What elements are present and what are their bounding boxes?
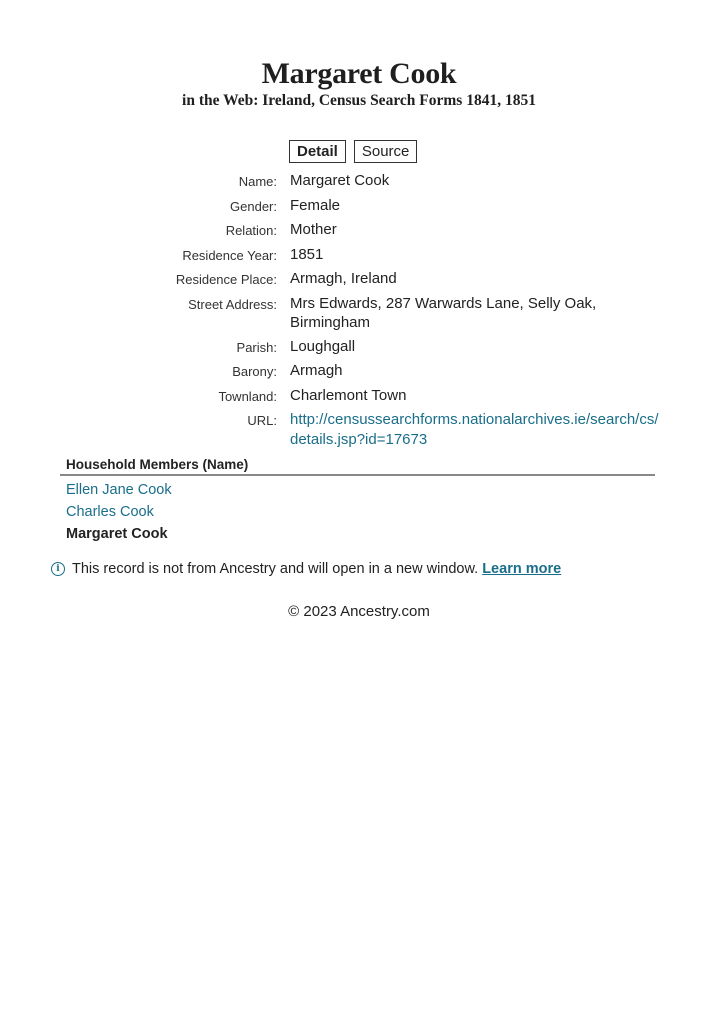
field-value-street-address: Mrs Edwards, 287 Warwards Lane, Selly Oak, Birmingham — [290, 294, 597, 331]
household-members — [60, 457, 655, 545]
footer-copyright: © 2023 Ancestry.com — [288, 603, 430, 620]
tab-detail[interactable]: Detail — [289, 140, 346, 163]
page-subtitle: in the Web: Ireland, Census Search Forms 1841, 1851 — [182, 92, 536, 109]
record-header — [0, 56, 718, 110]
source-url-link[interactable]: http://censussearchforms.nationalarchives.ie/search/cs/details.jsp?id=17673 — [290, 411, 659, 448]
field-value-residence-place: Armagh, Ireland — [290, 270, 397, 287]
record-tabs — [289, 140, 417, 163]
field-row-gender — [0, 196, 718, 217]
list-item — [60, 479, 655, 501]
field-label: Name: — [238, 174, 277, 189]
list-item — [60, 501, 655, 523]
field-value-url — [290, 410, 660, 449]
field-row-name — [0, 171, 718, 192]
field-label: Residence Place: — [175, 272, 277, 287]
field-label: Street Address: — [188, 296, 277, 312]
field-label: URL: — [247, 413, 277, 428]
household-member-link[interactable]: Charles Cook — [66, 504, 154, 520]
field-value-relation: Mother — [290, 221, 337, 238]
field-value-residence-year: 1851 — [290, 245, 324, 263]
field-row-relation — [0, 220, 718, 241]
info-icon: i — [51, 562, 65, 576]
learn-more-link[interactable]: Learn more — [482, 561, 562, 577]
field-value-barony: Armagh — [290, 362, 343, 379]
field-value-gender: Female — [290, 196, 341, 214]
field-row-barony — [0, 361, 718, 382]
household-header: Household Members (Name) — [60, 457, 655, 476]
notice-text: This record is not from Ancestry and will open in a new window. — [72, 561, 479, 577]
page-title: Margaret Cook — [261, 57, 457, 90]
field-row-url — [0, 410, 718, 449]
field-label: Barony: — [232, 364, 277, 379]
household-member-current: Margaret Cook — [66, 526, 168, 542]
record-fields — [0, 171, 718, 453]
field-value-parish: Loughgall — [290, 337, 356, 355]
field-label: Parish: — [236, 339, 277, 355]
field-label: Townland: — [218, 388, 277, 404]
tab-source[interactable]: Source — [354, 140, 418, 163]
field-value-name: Margaret Cook — [290, 172, 390, 189]
field-value-townland: Charlemont Town — [290, 386, 407, 404]
field-label: Relation: — [225, 223, 277, 238]
household-member-link[interactable]: Ellen Jane Cook — [66, 482, 172, 498]
external-record-notice — [51, 561, 561, 577]
field-row-residence-place — [0, 269, 718, 290]
field-label: Residence Year: — [182, 247, 277, 263]
field-label: Gender: — [230, 198, 277, 214]
field-row-parish — [0, 337, 718, 358]
field-row-street-address — [0, 294, 718, 333]
field-row-residence-year — [0, 245, 718, 266]
field-row-townland — [0, 386, 718, 407]
